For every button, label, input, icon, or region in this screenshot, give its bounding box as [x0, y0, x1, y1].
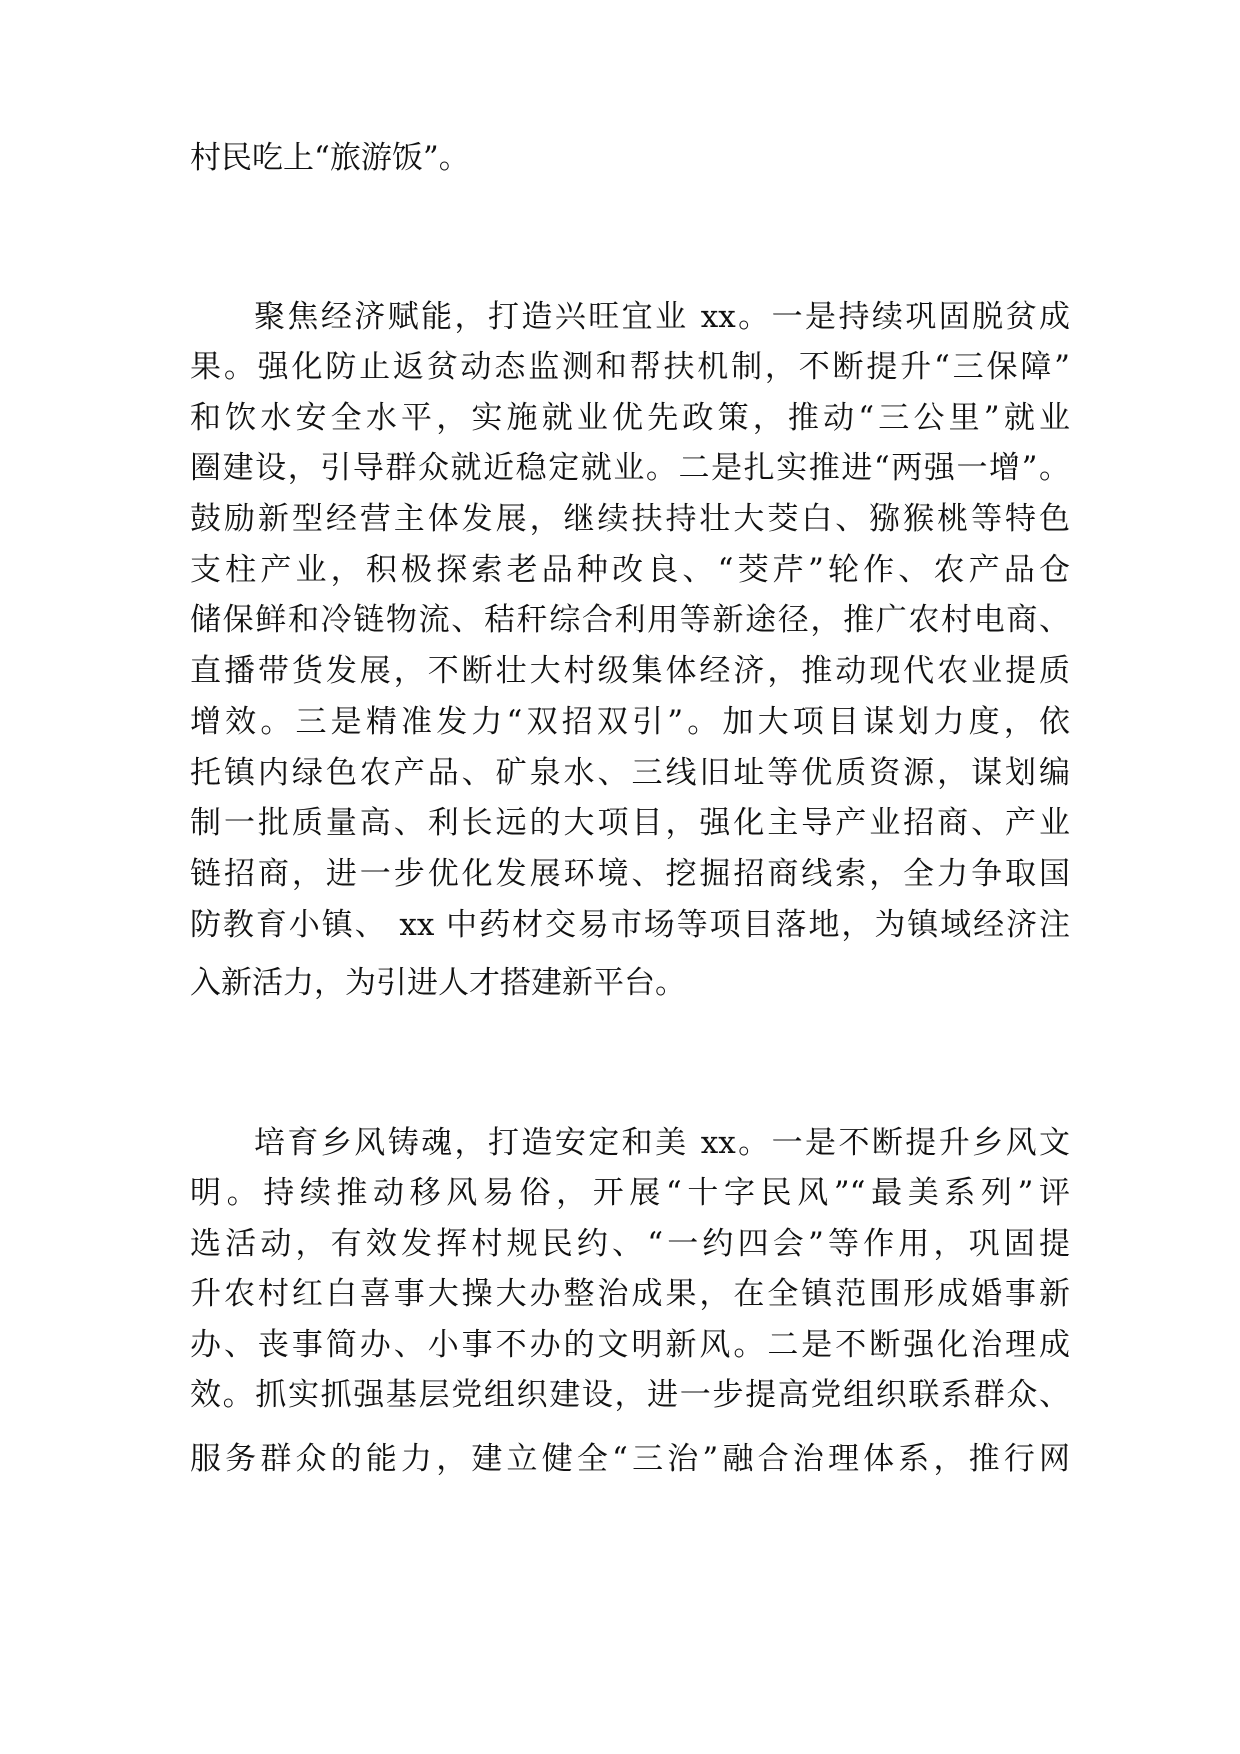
- text-line: 直播带货发展，不断壮大村级集体经济，推动现代农业提质: [190, 653, 1070, 689]
- text-line: 鼓励新型经营主体发展，继续扶持壮大茭白、猕猴桃等特色: [190, 501, 1070, 537]
- text-line: 链招商，进一步优化发展环境、挖掘招商线索，全力争取国: [190, 856, 1070, 892]
- text-line: 村民吃上“旅游饭”。: [190, 140, 470, 176]
- text-line: 圈建设，引导群众就近稳定就业。二是扎实推进“两强一增”。: [190, 450, 1070, 486]
- text-line: 防教育小镇、 xx 中药材交易市场等项目落地，为镇域经济注: [190, 907, 1070, 943]
- text-line: 升农村红白喜事大操大办整治成果，在全镇范围形成婚事新: [190, 1276, 1070, 1312]
- text-line: 托镇内绿色农产品、矿泉水、三线旧址等优质资源，谋划编: [190, 755, 1070, 791]
- text-line: 入新活力，为引进人才搭建新平台。: [190, 965, 686, 1001]
- text-line: 办、丧事简办、小事不办的文明新风。二是不断强化治理成: [190, 1327, 1070, 1363]
- text-line: 支柱产业，积极探索老品种改良、“茭芹”轮作、农产品仓: [190, 552, 1070, 588]
- text-line: 增效。三是精准发力“双招双引”。加大项目谋划力度，依: [190, 704, 1070, 740]
- text-line: 培育乡风铸魂，打造安定和美 xx。一是不断提升乡风文: [254, 1125, 1070, 1161]
- text-line: 选活动，有效发挥村规民约、“一约四会”等作用，巩固提: [190, 1226, 1070, 1262]
- text-line: 聚焦经济赋能，打造兴旺宜业 xx。一是持续巩固脱贫成: [254, 299, 1070, 335]
- text-line: 果。强化防止返贫动态监测和帮扶机制，不断提升“三保障”: [190, 349, 1070, 385]
- text-line: 和饮水安全水平，实施就业优先政策，推动“三公里”就业: [190, 400, 1070, 436]
- text-line: 储保鲜和冷链物流、秸秆综合利用等新途径，推广农村电商、: [190, 602, 1070, 638]
- text-line: 明。持续推动移风易俗，开展“十字民风”“最美系列”评: [190, 1175, 1070, 1211]
- text-line: 服务群众的能力，建立健全“三治”融合治理体系，推行网: [190, 1441, 1070, 1477]
- text-line: 效。抓实抓强基层党组织建设，进一步提高党组织联系群众、: [190, 1377, 1070, 1413]
- text-line: 制一批质量高、利长远的大项目，强化主导产业招商、产业: [190, 805, 1070, 841]
